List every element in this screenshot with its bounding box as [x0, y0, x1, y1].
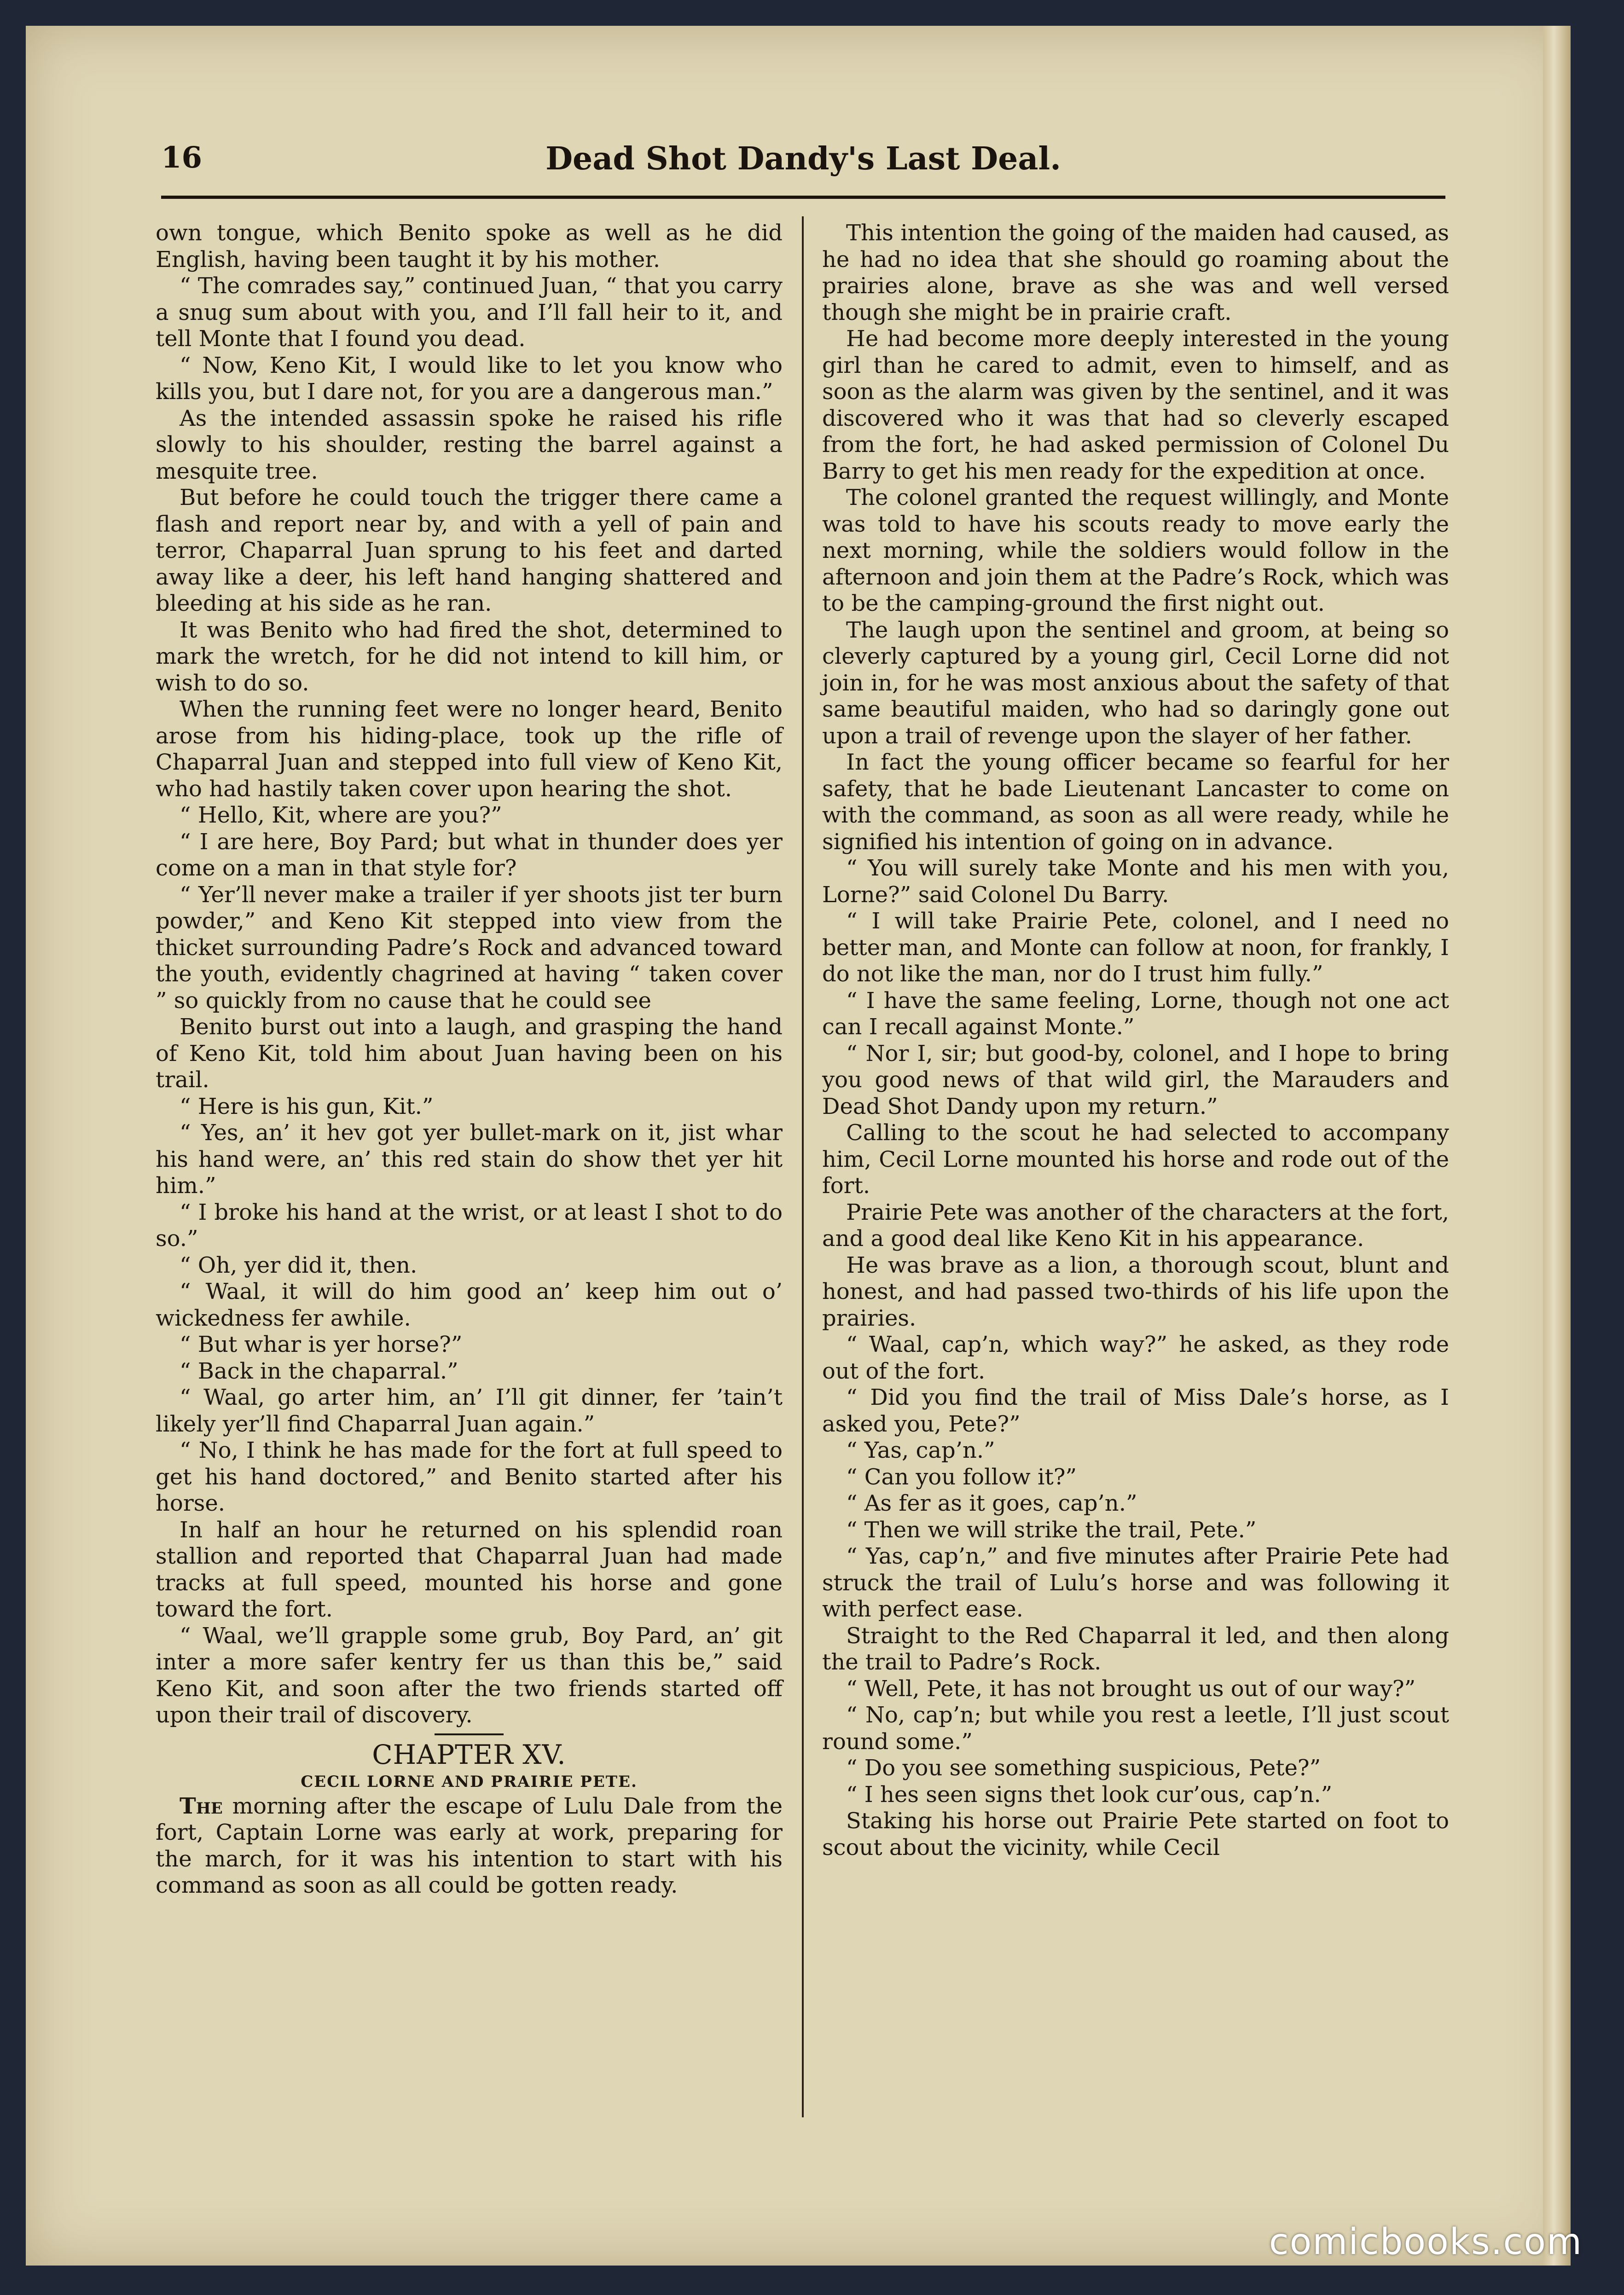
- paragraph: Benito burst out into a laugh, and grasping the hand of Keno Kit, told him about Juan having been on his trail.: [156, 1014, 783, 1093]
- paragraph: But before he could touch the trigger there came a flash and report near by, and with a yell of pain and terror, Chaparral Juan sprung to his feet and darted away like a deer, his left hand hanging shattered and bleeding at his side as he ran.: [156, 485, 783, 616]
- paragraph: He was brave as a lion, a thorough scout, blunt and honest, and had passed two-thirds of his life upon the prairies.: [822, 1252, 1449, 1331]
- paragraph: “ As fer as it goes, cap’n.”: [846, 1490, 1137, 1516]
- chapter-first-paragraph-text: morning after the escape of Lulu Dale from the fort, Captain Lorne was early at work, preparing for the march, for it was his intention to start with his command as soon as all could be gotten ready.: [156, 1793, 783, 1898]
- column-divider: [802, 216, 804, 2117]
- paragraph: Prairie Pete was another of the characters at the fort, and a good deal like Keno Kit in his appearance.: [822, 1199, 1449, 1252]
- paragraph: “ No, cap’n; but while you rest a leetle, I’ll just scout round some.”: [822, 1702, 1449, 1755]
- chapter-subtitle: CECIL LORNE AND PRAIRIE PETE.: [301, 1772, 638, 1791]
- paragraph: “ The comrades say,” continued Juan, “ that you carry a snug sum about with you, and I’ll fall heir to it, and tell Monte that I found you dead.: [156, 273, 783, 352]
- chapter-title: CHAPTER XV.: [372, 1739, 566, 1770]
- page-header: [161, 140, 1445, 191]
- paragraph: “ I hes seen signs thet look cur’ous, cap’n.”: [846, 1781, 1333, 1808]
- paragraph: “ Do you see something suspicious, Pete?”: [846, 1755, 1321, 1781]
- paragraph: “ Hello, Kit, where are you?”: [180, 802, 502, 828]
- paragraph: “ Yer’ll never make a trailer if yer shoots jist ter burn powder,” and Keno Kit stepped into view from the thicket surrounding Padre’s Rock and advanced toward the youth, evidently chagrined at having “ taken cover ” so quickly from no cause that he could see: [156, 881, 783, 1014]
- paragraph: “ I have the same feeling, Lorne, though not one act can I recall against Monte.”: [822, 987, 1449, 1040]
- paragraph: This intention the going of the maiden had caused, as he had no idea that she should go roaming about the prairies alone, brave as she was and well versed though she might be in prairie craft.: [822, 220, 1449, 325]
- paragraph: “ You will surely take Monte and his men with you, Lorne?” said Colonel Du Barry.: [822, 855, 1449, 908]
- chapter-lead-word: The: [180, 1793, 223, 1819]
- paragraph: “ Waal, it will do him good an’ keep him out o’ wickedness fer awhile.: [156, 1279, 783, 1331]
- paragraph: When the running feet were no longer heard, Benito arose from his hiding-place, took up the rifle of Chaparral Juan and stepped into full view of Keno Kit, who had hastily taken cover upon hearing the shot.: [156, 696, 783, 802]
- paragraph: “ Waal, go arter him, an’ I’ll git dinner, fer ’tain’t likely yer’ll find Chaparral Juan again.”: [156, 1385, 783, 1437]
- left-column: [156, 220, 783, 1899]
- paragraph: “ No, I think he has made for the fort at full speed to get his hand doctored,” and Benito started after his horse.: [156, 1437, 783, 1516]
- paragraph: “ Nor I, sir; but good-by, colonel, and I hope to bring you good news of that wild girl, the Marauders and Dead Shot Dandy upon my return.”: [822, 1040, 1449, 1119]
- paragraph: “ Did you find the trail of Miss Dale’s horse, as I asked you, Pete?”: [822, 1385, 1449, 1437]
- chapter-first-paragraph: [156, 1793, 783, 1899]
- paragraph: “ Oh, yer did it, then.: [180, 1252, 418, 1278]
- paragraph: “ Well, Pete, it has not brought us out of our way?”: [846, 1675, 1416, 1702]
- paragraph: “ Here is his gun, Kit.”: [180, 1093, 434, 1119]
- paragraph: “ Can you follow it?”: [846, 1464, 1077, 1490]
- paragraph: Straight to the Red Chaparral it led, and then along the trail to Padre’s Rock.: [822, 1623, 1449, 1675]
- paragraph: The laugh upon the sentinel and groom, at being so cleverly captured by a young girl, Cecil Lorne did not join in, for he was most anxious about the safety of that same beautiful maiden, who had so daringly gone out upon a trail of revenge upon the slayer of her father.: [822, 617, 1449, 749]
- paragraph: “ Then we will strike the trail, Pete.”: [846, 1517, 1257, 1543]
- page-number: 16: [161, 140, 203, 175]
- paragraph: “ Waal, we’ll grapple some grub, Boy Pard, an’ git inter a more safer kentry fer us than this be,” said Keno Kit, and soon after the two friends started off upon their trail of discovery.: [156, 1623, 783, 1728]
- paragraph: “ Waal, cap’n, which way?” he asked, as they rode out of the fort.: [822, 1332, 1449, 1384]
- paragraph: Staking his horse out Prairie Pete started on foot to scout about the vicinity, while Cecil: [822, 1808, 1449, 1860]
- paragraph: In fact the young officer became so fearful for her safety, that he bade Lieutenant Lancaster to come on with the command, as soon as all were ready, while he signified his intention of going on in advance.: [822, 749, 1449, 855]
- paragraph: “ But whar is yer horse?”: [180, 1332, 463, 1357]
- paragraph: He had become more deeply interested in the young girl than he cared to admit, even to himself, and as soon as the alarm was given by the sentinel, and it was discovered who it was that had so cleverly escaped from the fort, he had asked permission of Colonel Du Barry to get his men ready for the expedition at once.: [822, 326, 1449, 484]
- site-watermark: comicbooks.com: [1269, 2221, 1583, 2263]
- paragraph: Calling to the scout he had selected to accompany him, Cecil Lorne mounted his horse and rode out of the fort.: [822, 1120, 1449, 1199]
- paragraph: “ Back in the chaparral.”: [180, 1358, 458, 1384]
- running-title: Dead Shot Dandy's Last Deal.: [545, 140, 1061, 177]
- paragraph: In half an hour he returned on his splendid roan stallion and reported that Chaparral Juan had made tracks at full speed, mounted his horse and gone toward the fort.: [156, 1517, 783, 1622]
- page-spine-edge: [1543, 26, 1571, 2266]
- right-column: [822, 220, 1449, 1861]
- paragraph: own tongue, which Benito spoke as well as he did English, having been taught it by his mother.: [156, 220, 783, 272]
- paragraph: “ Yes, an’ it hev got yer bullet-mark on it, jist whar his hand were, an’ this red stain do show thet yer hit him.”: [156, 1120, 783, 1199]
- paragraph: “ Yas, cap’n,” and five minutes after Prairie Pete had struck the trail of Lulu’s horse and was following it with perfect ease.: [822, 1543, 1449, 1622]
- paragraph: “ Yas, cap’n.”: [846, 1437, 995, 1463]
- paragraph: The colonel granted the request willingly, and Monte was told to have his scouts ready to move early the next morning, while the soldiers would follow in the afternoon and join them at the Padre’s Rock, which was to be the camping-ground the first night out.: [822, 485, 1449, 616]
- header-rule: [161, 196, 1445, 199]
- paragraph: “ I broke his hand at the wrist, or at least I shot to do so.”: [156, 1199, 783, 1252]
- paragraph: “ I are here, Boy Pard; but what in thunder does yer come on a man in that style for?: [156, 829, 783, 881]
- paragraph: “ Now, Keno Kit, I would like to let you know who kills you, but I dare not, for you are a dangerous man.”: [156, 352, 783, 405]
- paragraph: As the intended assassin spoke he raised his rifle slowly to his shoulder, resting the barrel against a mesquite tree.: [156, 405, 783, 484]
- paragraph: “ I will take Prairie Pete, colonel, and I need no better man, and Monte can follow at noon, for frankly, I do not like the man, nor do I trust him fully.”: [822, 908, 1449, 987]
- chapter-rule: [435, 1733, 504, 1735]
- paragraph: It was Benito who had fired the shot, determined to mark the wretch, for he did not intend to kill him, or wish to do so.: [156, 617, 783, 696]
